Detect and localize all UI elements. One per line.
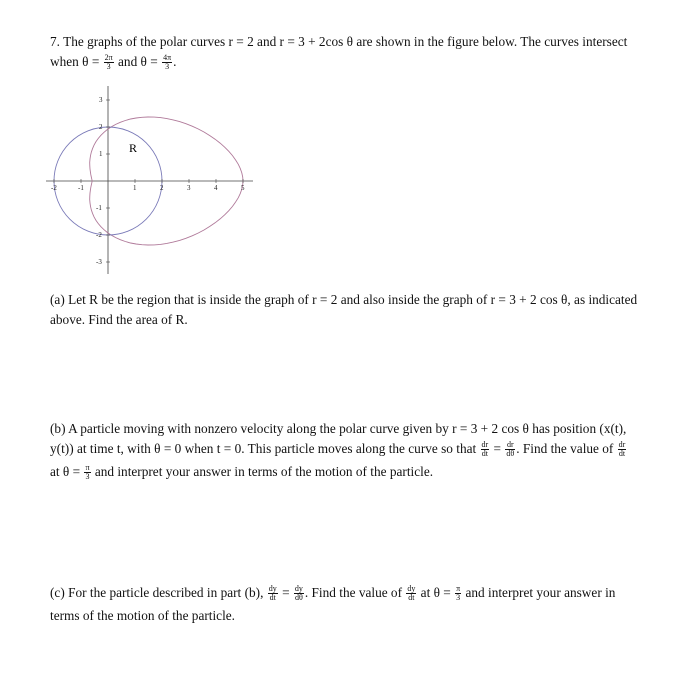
part-c-text: and interpret your answer in (465, 585, 616, 600)
part-c-text: at θ = (420, 585, 451, 600)
intersect-prefix: when θ = (50, 54, 100, 69)
problem-intro: The graphs of the polar curves r = 2 and r = 3 + 2cos θ are shown in the figure below. The curves intersect (63, 34, 628, 49)
x-tick-label: -1 (78, 184, 84, 192)
part-b-text: . Find the value of (516, 441, 614, 456)
part-b-text: and interpret your answer in terms of the motion of the particle. (94, 464, 434, 479)
y-tick-label: -2 (96, 231, 102, 239)
problem-intro-line (50, 33, 627, 51)
fraction-4pi-over-3: $\frac{4\pi}{3}$ (163, 53, 172, 72)
fraction-dy-dtheta: $\frac{dy}{d\theta}$ (294, 584, 303, 603)
fraction-dy-dt: $\frac{dy}{dt}$ (407, 584, 416, 603)
region-label: R (129, 141, 138, 155)
x-tick-label: 1 (133, 184, 137, 192)
and-text: and θ = (118, 54, 158, 69)
y-tick-label: 2 (99, 123, 103, 131)
y-tick-label: -1 (96, 204, 102, 212)
part-c-line2: terms of the motion of the particle. (50, 608, 235, 623)
y-tick-label: 1 (99, 150, 103, 158)
x-tick-label: 3 (187, 184, 191, 192)
part-c-line1 (50, 584, 615, 602)
part-a-line2: above. Find the area of R. (50, 312, 188, 327)
part-b-line2 (50, 440, 627, 458)
fraction-pi-over-3: $\frac{\pi}{3}$ (85, 463, 90, 482)
x-tick-label: 5 (241, 184, 245, 192)
x-tick-label: 4 (214, 184, 218, 192)
equals-sign: = (282, 585, 290, 600)
y-tick-label: 3 (99, 96, 103, 104)
x-tick-label: -2 (51, 184, 57, 192)
x-tick-label: 2 (160, 184, 164, 192)
part-b-text: at θ = (50, 464, 81, 479)
part-a-line1: (a) Let R be the region that is inside the graph of r = 2 and also inside the graph of r = 3 + 2 cos θ, as indicated (50, 292, 638, 307)
part-b-line1: (b) A particle moving with nonzero velocity along the polar curve given by r = 3 + 2 cos θ has position (x(t), (50, 421, 627, 436)
y-tick-label: -3 (96, 258, 102, 266)
fraction-2pi-over-3: $\frac{2\pi}{3}$ (104, 53, 113, 72)
part-b-text: y(t)) at time t, with θ = 0 when t = 0. This particle moves along the curve so that (50, 441, 477, 456)
fraction-dy-dt: $\frac{dy}{dt}$ (268, 584, 277, 603)
part-c-text: (c) For the particle described in part (b), (50, 585, 264, 600)
fraction-dr-dt: $\frac{dr}{dt}$ (618, 440, 626, 459)
problem-number: 7. (50, 34, 60, 49)
part-c-text: . Find the value of (304, 585, 403, 600)
problem-intersect-line (50, 53, 176, 71)
part-b-line3 (50, 463, 433, 481)
period: . (173, 54, 177, 69)
equals-sign: = (493, 441, 502, 456)
fraction-pi-over-3: $\frac{\pi}{3}$ (456, 584, 461, 603)
fraction-dr-dt: $\frac{dr}{dt}$ (481, 440, 489, 459)
polar-graph-figure (40, 78, 265, 278)
fraction-dr-dtheta: $\frac{dr}{d\theta}$ (506, 440, 515, 459)
